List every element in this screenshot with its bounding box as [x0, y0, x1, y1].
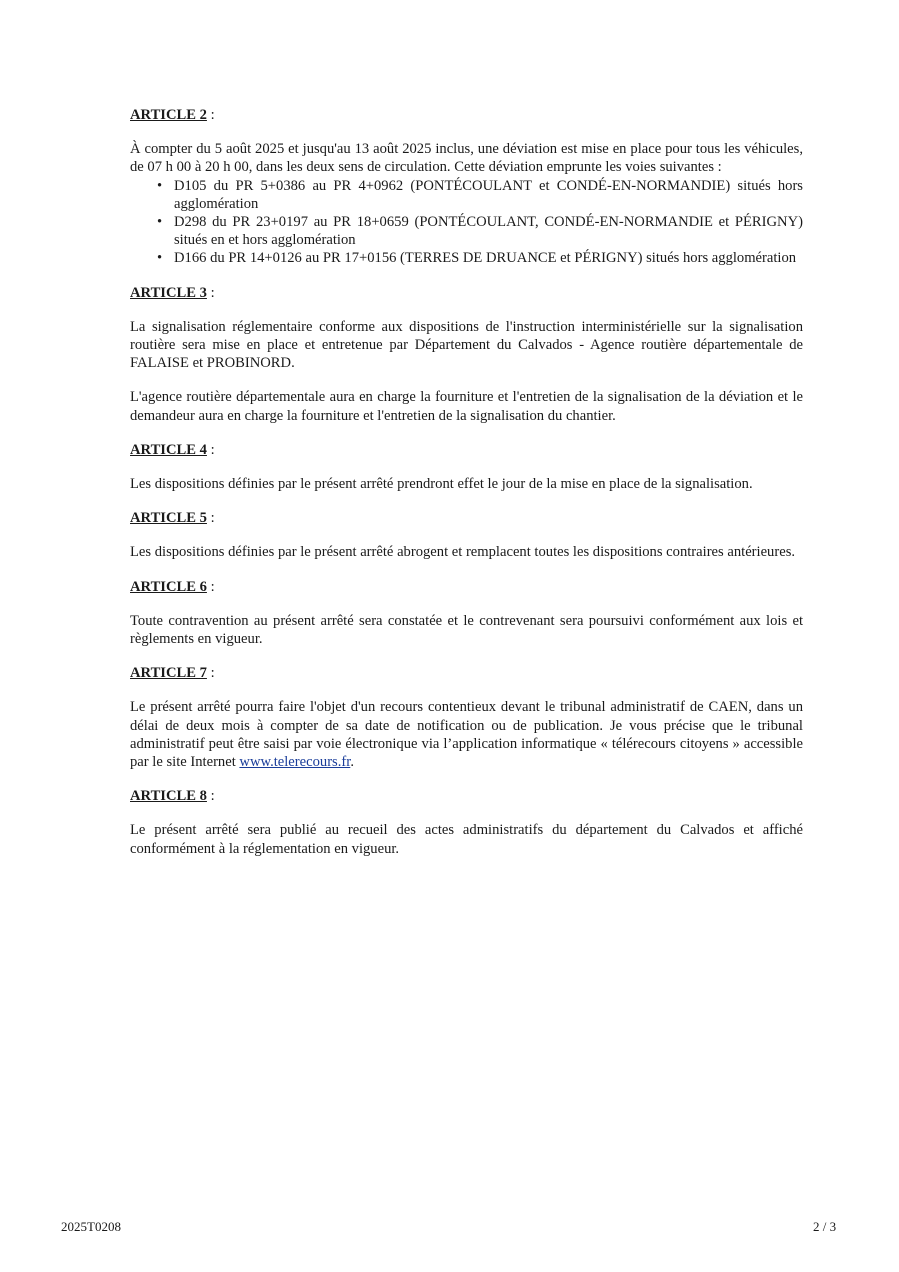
- article-7-end: .: [350, 754, 354, 771]
- article-2-intro: À compter du 5 août 2025 et jusqu'au 13 août 2025 inclus, une déviation est mise en place pour tous les véhicules, de 07 h 00 à 20 h 00, dans les deux sens de circulation. Cette déviation emprunte les voies suivantes :: [130, 141, 803, 176]
- bullet-icon: •: [157, 250, 163, 267]
- bullet-icon: •: [157, 177, 163, 194]
- article-3-heading: [130, 284, 803, 302]
- list-item-text: D166 du PR 14+0126 au PR 17+0156 (TERRES DE DRUANCE et PÉRIGNY) situés hors agglomération: [174, 250, 797, 267]
- list-item-text: D298 du PR 23+0197 au PR 18+0659 (PONTÉCOULANT, CONDÉ-EN-NORMANDIE et PÉRIGNY) situés en et hors agglomération: [174, 214, 803, 249]
- article-7-text: Le présent arrêté pourra faire l'objet d'un recours contentieux devant le tribunal administratif de CAEN, dans un délai de deux mois à compter de sa date de notification ou de publication. Je vous précise que le tribunal administratif peut être saisi par voie électronique via l’application informatique « télérecours citoyens » accessible par le site Internet: [130, 699, 803, 771]
- article-6-title: ARTICLE 6: [130, 578, 207, 595]
- list-item: [157, 249, 803, 267]
- article-7-paragraph: [130, 698, 803, 771]
- deviation-route-list: [130, 177, 803, 268]
- article-8-title: ARTICLE 8: [130, 788, 207, 805]
- article-5-heading: [130, 509, 803, 527]
- article-4-paragraph: Les dispositions définies par le présent arrêté prendront effet le jour de la mise en place de la signalisation.: [130, 476, 753, 493]
- list-item: [157, 177, 803, 213]
- bullet-icon: •: [157, 214, 163, 231]
- article-3-paragraph-2: L'agence routière départementale aura en charge la fourniture et l'entretien de la signalisation de la déviation et le demandeur aura en charge la fourniture et l'entretien de la signalisation du chantier.: [130, 389, 803, 424]
- article-5-paragraph: Les dispositions définies par le présent arrêté abrogent et remplacent toutes les dispositions contraires antérieures.: [130, 544, 796, 561]
- article-3-paragraph-1: La signalisation réglementaire conforme aux dispositions de l'instruction interministérielle sur la signalisation routière sera mise en place et entretenue par Département du Calvados - Agence routière départementale de FALAISE et PROBINORD.: [130, 318, 803, 372]
- article-5-colon: :: [206, 510, 215, 527]
- article-4-title: ARTICLE 4: [130, 441, 207, 458]
- article-2-colon: :: [206, 107, 215, 123]
- article-4-heading: [130, 441, 803, 459]
- article-2-heading: [130, 106, 803, 124]
- article-2-title: ARTICLE 2: [130, 107, 207, 123]
- document-body: [130, 106, 803, 858]
- article-7-colon: :: [206, 665, 215, 682]
- article-7-title: ARTICLE 7: [130, 665, 207, 682]
- article-5-title: ARTICLE 5: [130, 510, 207, 527]
- article-7-heading: [130, 664, 803, 682]
- article-4-colon: :: [206, 441, 215, 458]
- list-item: [157, 213, 803, 249]
- article-8-paragraph: Le présent arrêté sera publié au recueil des actes administratifs du département du Calvados et affiché conformément à la réglementation en vigueur.: [130, 822, 803, 857]
- document-reference: 2025T0208: [61, 1219, 121, 1234]
- article-6-colon: :: [206, 578, 215, 595]
- article-8-colon: :: [206, 788, 215, 805]
- article-3-colon: :: [206, 284, 215, 301]
- telerecours-link[interactable]: www.telerecours.fr: [239, 754, 351, 771]
- list-item-text: D105 du PR 5+0386 au PR 4+0962 (PONTÉCOULANT et CONDÉ-EN-NORMANDIE) situés hors agglomération: [174, 177, 803, 212]
- page-number: 2 / 3: [813, 1219, 837, 1234]
- article-6-heading: [130, 578, 803, 596]
- article-6-paragraph: Toute contravention au présent arrêté sera constatée et le contrevenant sera poursuivi conformément aux lois et règlements en vigueur.: [130, 612, 803, 648]
- article-8-heading: [130, 787, 803, 805]
- article-3-title: ARTICLE 3: [130, 284, 207, 301]
